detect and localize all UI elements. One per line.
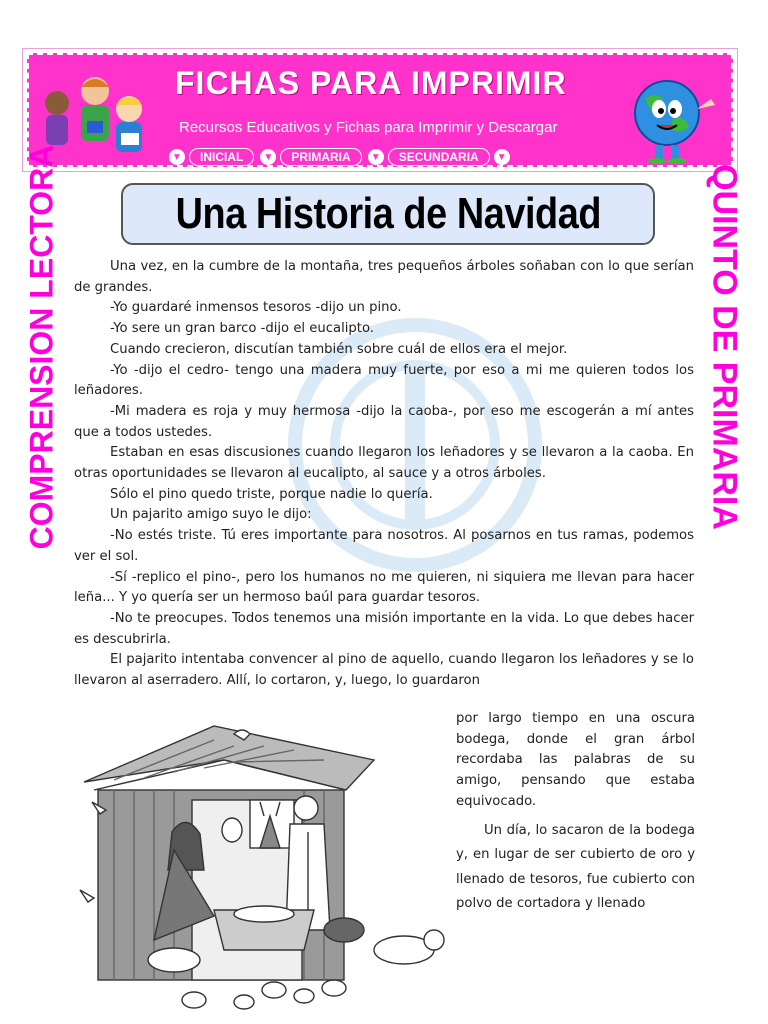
side-label-left <box>12 144 72 550</box>
nav-item-secundaria[interactable] <box>368 148 510 166</box>
story-paragraph: -Yo -dijo el cedro- tengo una madera muy fuerte, por eso a mi me quieren todos los leñadores. <box>74 362 694 399</box>
story-title-box <box>121 183 655 245</box>
header-banner <box>22 48 738 172</box>
level-nav <box>169 147 510 167</box>
arrow-down-icon: ▼ <box>169 149 185 165</box>
story-paragraph: Una vez, en la cumbre de la montaña, tres pequeños árboles soñaban con lo que serían de grandes. <box>74 259 694 295</box>
nav-item-primaria[interactable] <box>260 148 361 166</box>
comprension-lectora-label: COMPRENSION LECTORA <box>23 144 60 550</box>
story-paragraph: Sólo el pino quedo triste, porque nadie lo quería. <box>110 486 433 502</box>
grade-level-label: QUINTO DE PRIMARIA <box>705 164 744 530</box>
side-label-right <box>696 164 752 530</box>
story-paragraph: Estaban en esas discusiones cuando llegaron los leñadores y se llevaron a la caoba. En otras oportunidades se llevaron al eucalipto, al sauce y a otros árboles. <box>74 445 694 482</box>
story-paragraph: -Mi madera es roja y muy hermosa -dijo la caoba-, por eso me escogerán a mí antes que a todos ustedes. <box>74 403 694 440</box>
nav-label: PRIMARIA <box>280 148 361 166</box>
story-title: Una Historia de Navidad <box>175 189 601 238</box>
site-title: FICHAS PARA IMPRIMIR <box>175 65 567 101</box>
nav-label: INICIAL <box>189 148 254 166</box>
nativity-stable-illustration <box>74 720 450 1020</box>
story-paragraph: -Yo sere un gran barco -dijo el eucalipto. <box>110 321 374 337</box>
nav-item-inicial[interactable] <box>169 148 254 166</box>
story-paragraph: por largo tiempo en una oscura bodega, donde el gran árbol recordaba las palabras de su amigo, pensando que estaba equivocado. <box>456 711 695 809</box>
nav-label: SECUNDARIA <box>388 148 490 166</box>
story-text <box>74 257 694 692</box>
globe-mascot-icon <box>621 69 721 165</box>
story-paragraph: Un día, lo sacaron de la bodega y, en lugar de ser cubierto de oro y llenado de tesoros, fue cubierto con polvo de cortadora y llenado <box>456 822 695 912</box>
arrow-down-icon: ▼ <box>494 149 510 165</box>
arrow-down-icon: ▼ <box>260 149 276 165</box>
site-subtitle: Recursos Educativos y Fichas para Imprimir y Descargar <box>179 119 558 136</box>
story-paragraph: Un pajarito amigo suyo le dijo: <box>110 507 312 523</box>
story-right-column <box>456 709 695 917</box>
arrow-down-icon: ▼ <box>368 149 384 165</box>
story-paragraph: -No te preocupes. Todos tenemos una misión importante en la vida. Lo que debes hacer es descubrirla. <box>74 610 694 647</box>
story-paragraph: -Sí -replico el pino-, pero los humanos no me quieren, ni siquiera me llevan para hacer leña... Y yo quería ser un hermoso baúl para guardar tesoros. <box>74 569 694 606</box>
story-paragraph: Cuando crecieron, discutían también sobre cuál de ellos era el mejor. <box>110 341 568 357</box>
story-paragraph: -Yo guardaré inmensos tesoros -dijo un pino. <box>110 300 402 316</box>
banner-background <box>27 53 733 167</box>
story-paragraph: El pajarito intentaba convencer al pino de aquello, cuando llegaron los leñadores y se lo llevaron al aserradero. Allí, lo cortaron, y, luego, lo guardaron <box>74 652 694 689</box>
story-paragraph: -No estés triste. Tú eres importante para nosotros. Al posarnos en tus ramas, podemos ver el sol. <box>74 528 694 564</box>
